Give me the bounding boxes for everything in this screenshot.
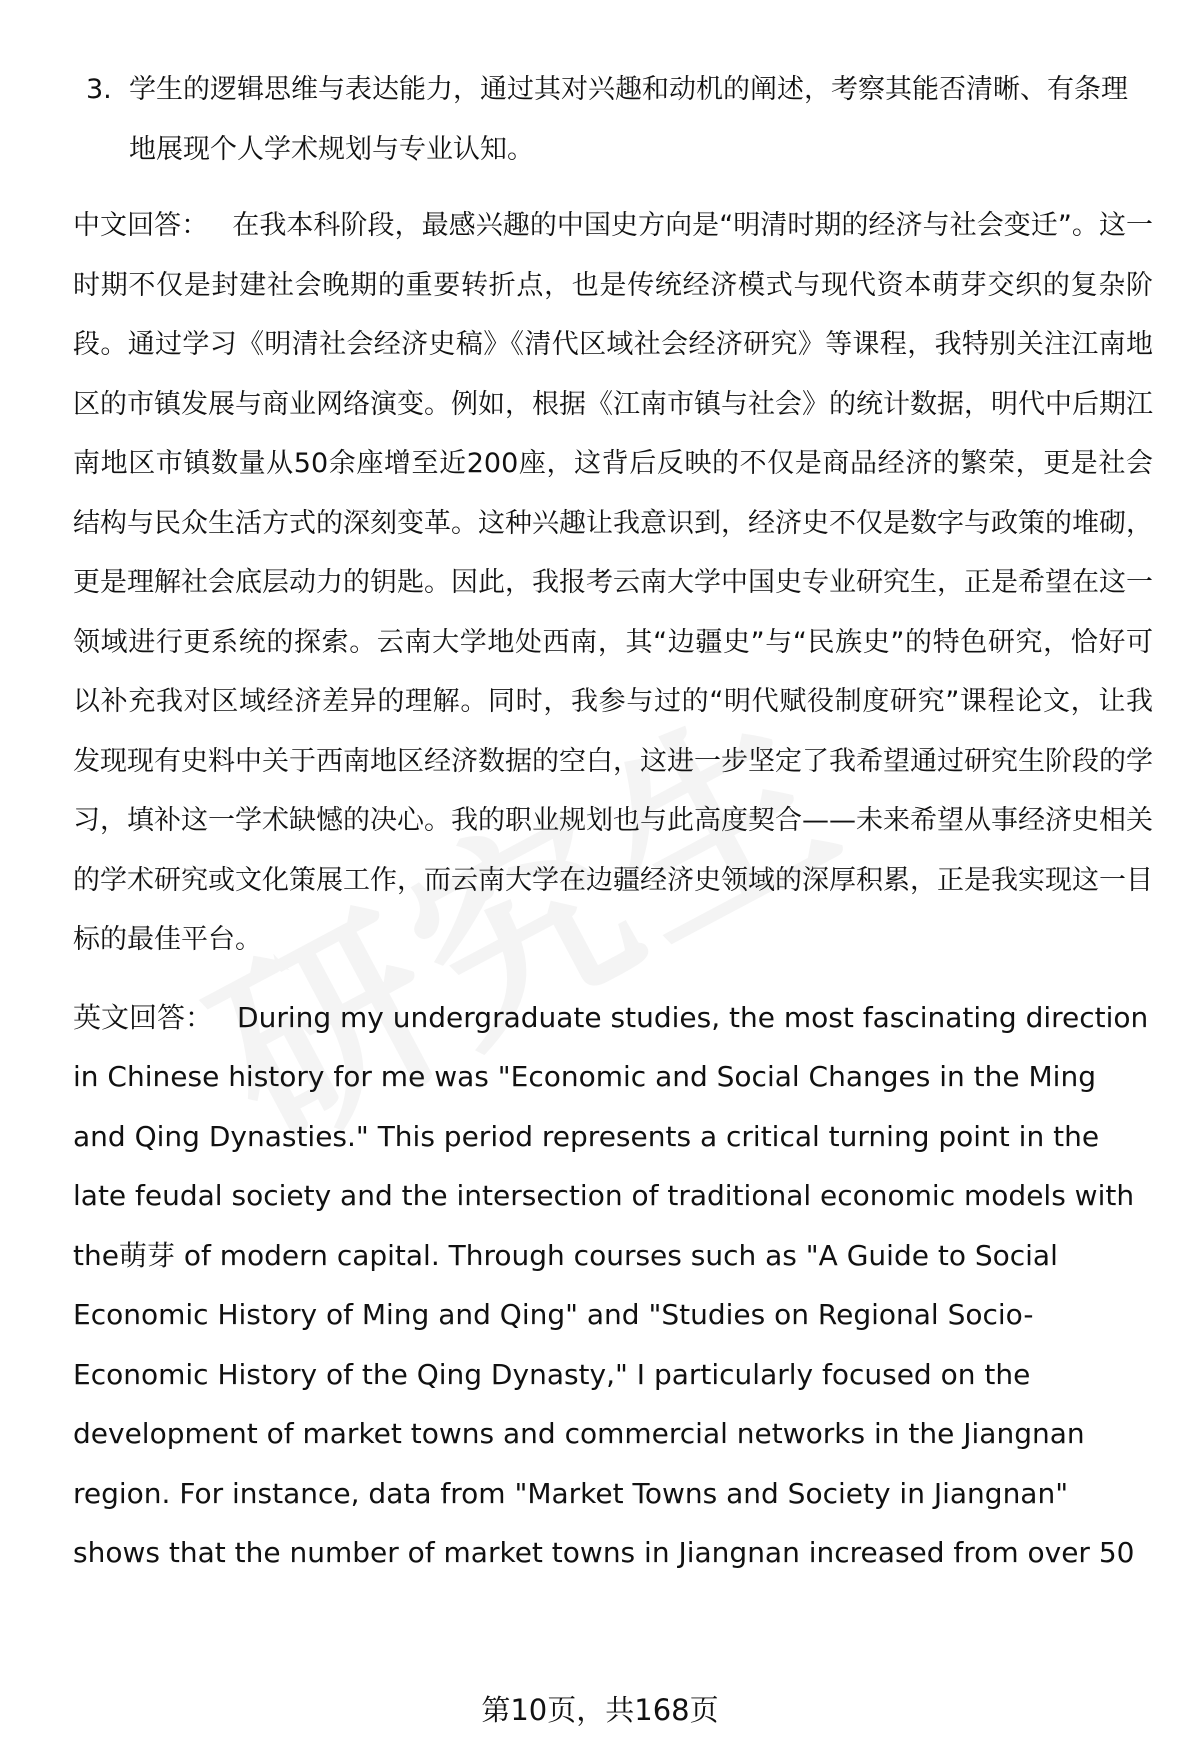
item-text: 学生的逻辑思维与表达能力，通过其对兴趣和动机的阐述，考察其能否清晰、有条理地展现个人学术规划与专业认知。 <box>129 74 1128 165</box>
chinese-answer-text: 在我本科阶段，最感兴趣的中国史方向是“明清时期的经济与社会变迁”。这一时期不仅是封建社会晚期的重要转折点，也是传统经济模式与现代资本萌芽交织的复杂阶段。通过学习《明清社会经济史稿》《清代区域社会经济研究》等课程，我特别关注江南地区的市镇发展与商业网络演变。例如，根据《江南市镇与社会》的统计数据，明代中后期江南地区市镇数量从50余座增至近200座，这背后反映的不仅是商品经济的繁荣，更是社会结构与民众生活方式的深刻变革。这种兴趣让我意识到，经济史不仅是数字与政策的堆砌，更是理解社会底层动力的钥匙。因此，我报考云南大学中国史专业研究生，正是希望在这一领域进行更系统的探索。云南大学地处西南，其“边疆史”与“民族史”的特色研究，恰好可以补充我对区域经济差异的理解。同时，我参与过的“明代赋役制度研究”课程论文，让我发现现有史料中关于西南地区经济数据的空白，这进一步坚定了我希望通过研究生阶段的学习，填补这一学术缺憾的决心。我的职业规划也与此高度契合——未来希望从事经济史相关的学术研究或文化策展工作，而云南大学在边疆经济史领域的深厚积累，正是我实现这一目标的最佳平台。 <box>73 210 1153 955</box>
english-answer-label: 英文回答： <box>73 1000 214 1034</box>
item-number: 3. <box>86 74 112 105</box>
page-footer: 第10页，共168页 <box>481 1693 719 1727</box>
chinese-answer-label: 中文回答： <box>73 210 209 241</box>
chinese-answer-paragraph <box>73 196 1153 970</box>
numbered-item-3 <box>73 60 1153 180</box>
english-answer-text: During my undergraduate studies, the most fascinating direction in Chinese history for me was "Economic and Social Changes in the Ming and Qing Dynasties." This period represents a critical turning point in the late feudal society and the intersection of traditional economic models with the萌芽 of modern capital. Through courses such as "A Guide to Social Economic History of Ming and Qing" and "Studies on Regional Socio-Economic History of the Qing Dynasty," I particularly focused on the development of market towns and commercial networks in the Jiangnan region. For instance, data from "Market Towns and Society in Jiangnan" shows that the number of market towns in Jiangnan increased from over 50 <box>73 1000 1149 1569</box>
english-answer-paragraph <box>73 988 1153 1583</box>
page-content <box>73 60 1153 1583</box>
